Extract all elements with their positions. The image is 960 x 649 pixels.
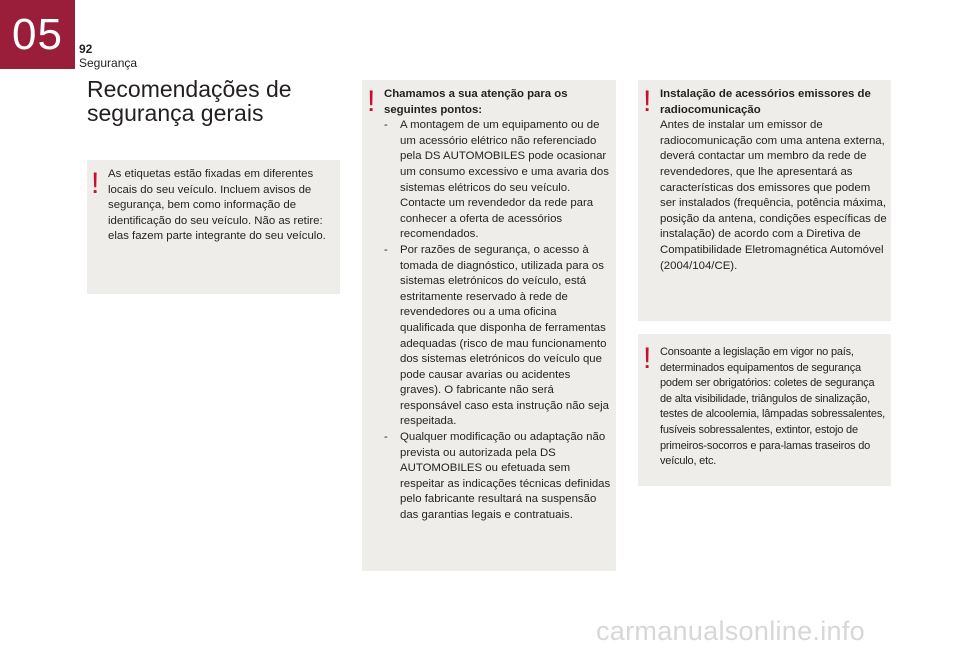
attention-points-content — [384, 87, 614, 524]
attention-points-box — [362, 80, 616, 571]
labels-warning-text: As etiquetas estão fixadas em diferentes locais do seu veículo. Incluem avisos de segurança, bem como informação de identificação do seu veículo. Não as retire: elas fazem parte integrante do seu veículo. — [108, 168, 326, 243]
radio-accessories-content — [660, 87, 889, 274]
page-title — [87, 77, 347, 125]
page-title-line-2: segurança gerais — [87, 100, 264, 126]
warning-icon: ! — [643, 342, 652, 375]
radio-accessories-heading: Instalação de acessórios emissores de radiocomunicação — [660, 88, 871, 116]
list-dash: - — [384, 119, 388, 132]
warning-icon: ! — [367, 85, 376, 118]
list-item — [384, 243, 614, 430]
section-label: Segurança — [79, 56, 138, 70]
list-item-text: A montagem de um equipamento ou de um acessório elétrico não referenciado pela DS AUTOMOBILES pode ocasionar um consumo excessivo e uma avaria dos sistemas elétricos do seu veículo. Contacte um revendedor da rede para conhecer a oferta de acessórios recomendados. — [400, 119, 609, 241]
chapter-tab — [0, 0, 75, 69]
warning-icon: ! — [91, 167, 100, 200]
list-item — [384, 430, 614, 524]
attention-points-heading: Chamamos a sua atenção para os seguintes pontos: — [384, 88, 568, 116]
chapter-number: 05 — [12, 9, 63, 59]
list-dash: - — [384, 243, 388, 256]
watermark: carmanualsonline.info — [596, 616, 865, 646]
mandatory-equipment-box — [638, 334, 891, 486]
warning-icon: ! — [643, 85, 652, 118]
list-dash: - — [384, 431, 388, 444]
page-title-line-1: Recomendações de — [87, 76, 292, 102]
radio-accessories-text: Antes de instalar um emissor de radiocomunicação com uma antena externa, deverá contactar um membro da rede de revendedores, que lhe apresentará as características dos emissores que podem ser instalados (frequência, potência máxima, posição da antena, condições específicas de instalação) de acordo com a Diretiva de Compatibilidade Eletromagnética Automóvel (2004/104/CE). — [660, 119, 887, 272]
mandatory-equipment-text: Consoante a legislação em vigor no país, determinados equipamentos de segurança podem ser obrigatórios: coletes de segurança de alta visibilidade, triângulos de sinalização, testes de alcoolemia, lâmpadas sobressalentes, fusíveis sobressalentes, extintor, estojo de primeiros-socorros e para-lamas traseiros do veículo, etc. — [660, 346, 885, 468]
radio-accessories-box — [638, 80, 891, 321]
labels-warning-box — [87, 160, 340, 294]
list-item-text: Por razões de segurança, o acesso à tomada de diagnóstico, utilizada para os sistemas eletrónicos do veículo, está estritamente reservado à rede de revendedores ou a uma oficina qualificada que disponha de ferramentas adequadas (risco de mau funcionamento dos sistemas eletrónicos do veículo que pode causar avarias ou acidentes graves). O fabricante não será responsável caso esta instrução não seja respeitada. — [400, 243, 609, 428]
list-item-text: Qualquer modificação ou adaptação não prevista ou autorizada pela DS AUTOMOBILES ou efetuada sem respeitar as indicações técnicas definidas pelo fabricante resultará na suspensão das garantias legais e contratuais. — [400, 431, 611, 522]
page-number: 92 — [79, 42, 93, 56]
list-item — [384, 118, 614, 243]
